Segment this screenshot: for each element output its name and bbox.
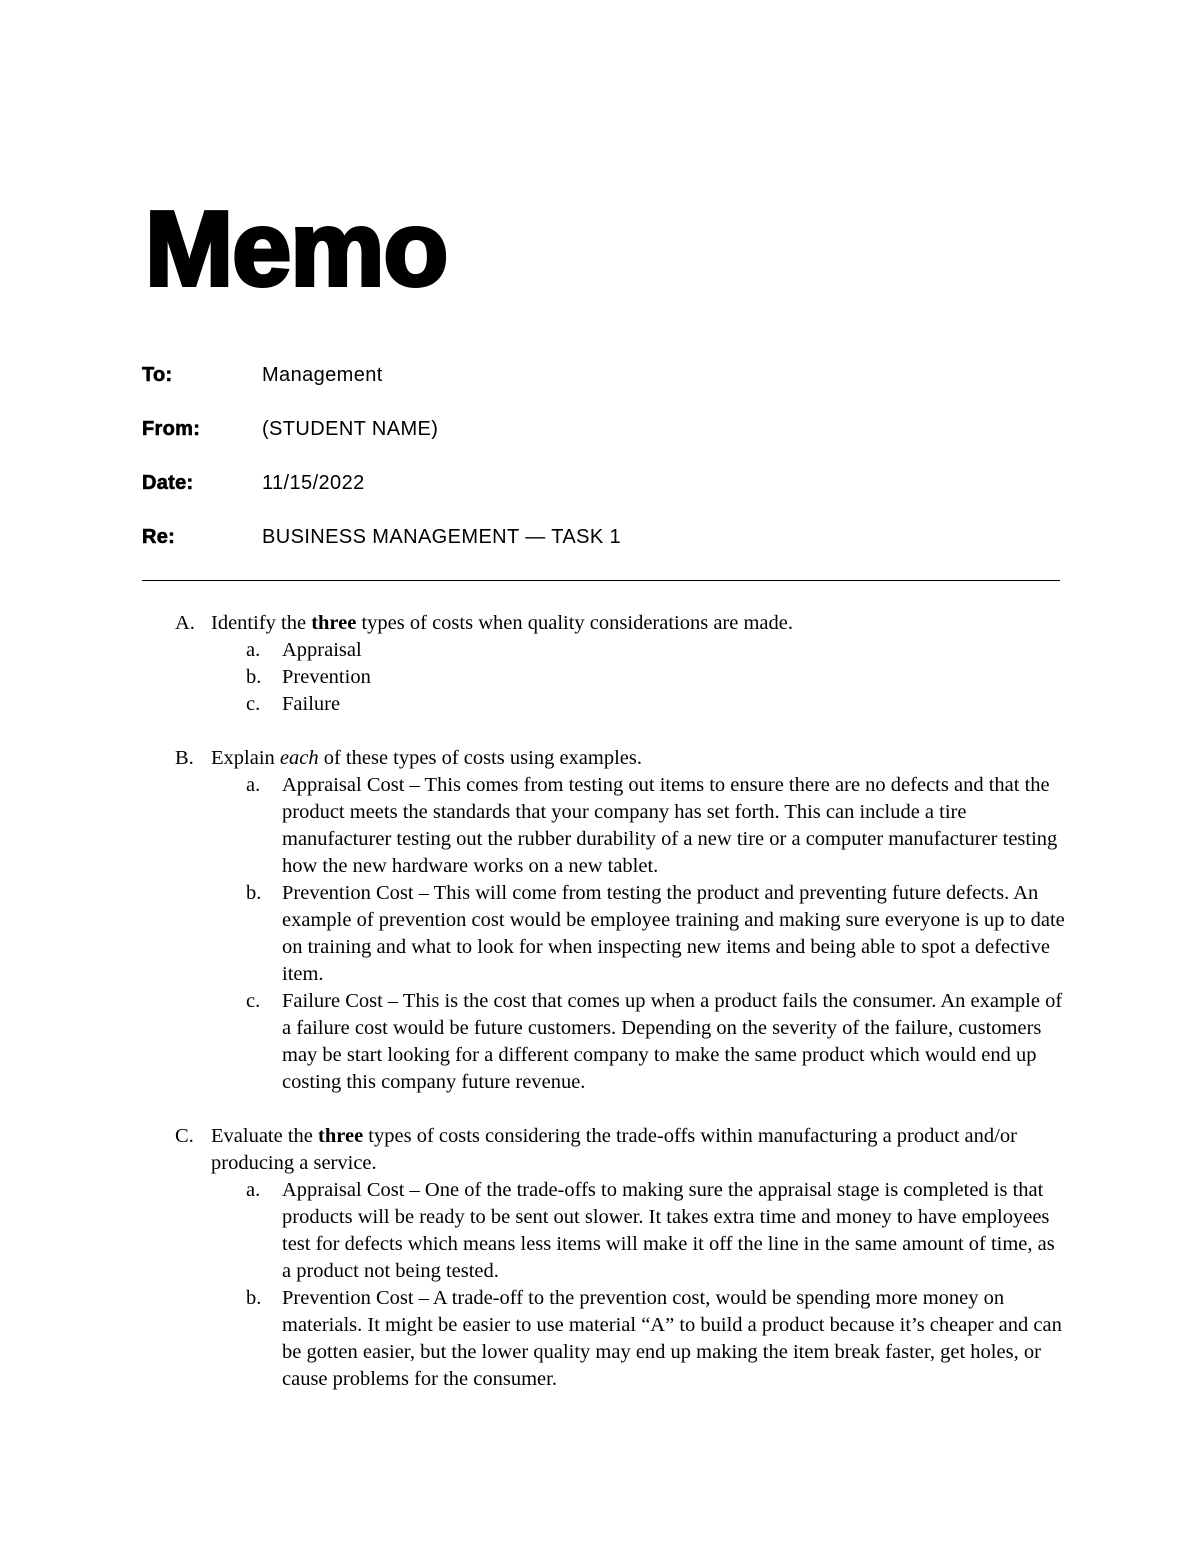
section-marker: B. xyxy=(175,747,194,769)
list-marker: a. xyxy=(246,639,261,661)
list-marker: a. xyxy=(246,1179,261,1201)
from-label: From: xyxy=(142,418,201,440)
list-item xyxy=(175,988,1065,1096)
answer-list-c xyxy=(175,1177,1065,1393)
to-label: To: xyxy=(142,364,173,386)
question-b xyxy=(175,745,1065,772)
question-text-pre: Evaluate the xyxy=(211,1125,319,1147)
list-item-text: Failure Cost – This is the cost that comes up when a product fails the consumer. An example of a failure cost would be future customers. Depending on the severity of the failure, customers may be start looking for a different company to make the same product which would end up costing this company future revenue. xyxy=(282,990,1063,1093)
from-value: (STUDENT NAME) xyxy=(262,418,439,440)
list-marker: b. xyxy=(246,882,262,904)
list-item-text: Prevention Cost – A trade-off to the prevention cost, would be spending more money on materials. It might be easier to use material “A” to build a product because it’s cheaper and can be gotten easier, but the lower quality may end up making the item break faster, get holes, or cause problems for the consumer. xyxy=(282,1287,1062,1390)
list-item-text: Failure xyxy=(282,693,341,715)
re-value: BUSINESS MANAGEMENT — TASK 1 xyxy=(262,526,622,548)
question-text-post: types of costs when quality considerations are made. xyxy=(356,612,794,634)
list-item xyxy=(175,772,1065,880)
header-row-date xyxy=(142,472,1062,526)
memo-title: Memo xyxy=(145,190,448,308)
question-c xyxy=(175,1123,1065,1177)
list-item-text: Prevention xyxy=(282,666,371,688)
question-text-pre: Explain xyxy=(211,747,280,769)
header-divider xyxy=(142,580,1060,581)
to-value: Management xyxy=(262,364,383,386)
question-emphasis: each xyxy=(279,747,319,769)
list-item-text: Appraisal xyxy=(282,639,362,661)
list-item-text: Appraisal Cost – This comes from testing out items to ensure there are no defects and that the product meets the standards that your company has set forth. This can include a tire manufacturer testing out the rubber durability of a new tire or a computer manufacturer testing how the new hardware works on a new tablet. xyxy=(282,774,1058,877)
section-c xyxy=(175,1123,1065,1393)
section-b xyxy=(175,745,1065,1096)
section-a xyxy=(175,610,1065,718)
list-item xyxy=(175,880,1065,988)
question-emphasis: three xyxy=(318,1125,364,1147)
header-row-re xyxy=(142,526,1062,580)
list-marker: c. xyxy=(246,693,261,715)
list-item xyxy=(175,664,1065,691)
list-item-text: Prevention Cost – This will come from testing the product and preventing future defects. An example of prevention cost would be employee training and making sure everyone is up to date on training and what to look for when inspecting new items and being able to spot a defective item. xyxy=(282,882,1065,985)
list-item xyxy=(175,691,1065,718)
list-marker: a. xyxy=(246,774,261,796)
section-marker: C. xyxy=(175,1125,194,1147)
question-text-post: types of costs considering the trade-offs within manufacturing a product and/or producing a service. xyxy=(211,1125,1017,1174)
memo-header xyxy=(142,364,1062,580)
list-item xyxy=(175,1285,1065,1393)
answer-list-b xyxy=(175,772,1065,1096)
list-item xyxy=(175,637,1065,664)
date-label: Date: xyxy=(142,472,194,494)
list-item xyxy=(175,1177,1065,1285)
answer-list-a xyxy=(175,637,1065,718)
question-a xyxy=(175,610,1065,637)
question-emphasis: three xyxy=(311,612,357,634)
list-item-text: Appraisal Cost – One of the trade-offs to making sure the appraisal stage is completed is that products will be ready to be sent out slower. It takes extra time and money to have employees test for defects which means less items will make it off the line in the same amount of time, as a product not being tested. xyxy=(282,1179,1055,1282)
header-row-from xyxy=(142,418,1062,472)
question-text-pre: Identify the xyxy=(211,612,312,634)
date-value: 11/15/2022 xyxy=(262,472,365,494)
list-marker: c. xyxy=(246,990,261,1012)
list-marker: b. xyxy=(246,1287,262,1309)
memo-body xyxy=(175,610,1065,1393)
list-marker: b. xyxy=(246,666,262,688)
section-marker: A. xyxy=(175,612,195,634)
question-text-post: of these types of costs using examples. xyxy=(318,747,642,769)
header-row-to xyxy=(142,364,1062,418)
re-label: Re: xyxy=(142,526,176,548)
